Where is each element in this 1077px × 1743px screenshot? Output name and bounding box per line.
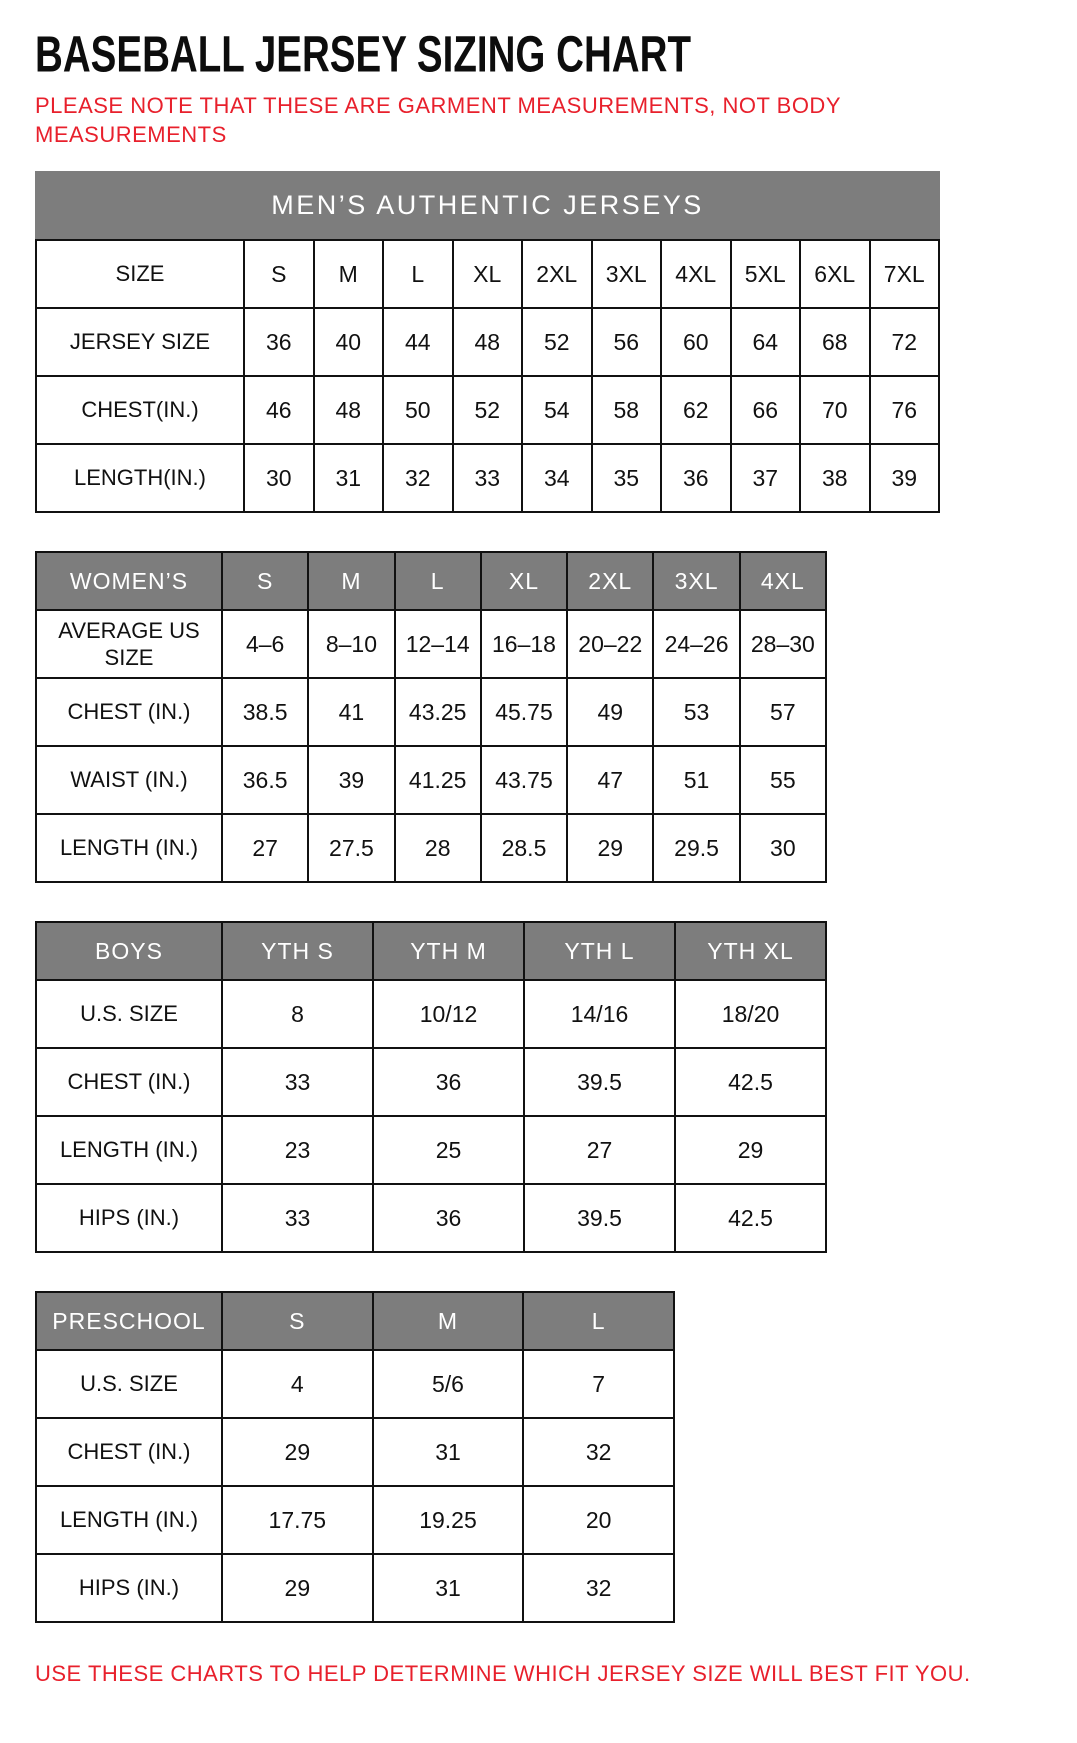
value-cell: 57	[740, 678, 826, 746]
boys-grid	[35, 921, 827, 1253]
value-cell: 39	[870, 444, 940, 512]
value-cell: 7	[523, 1350, 674, 1418]
value-cell: 5XL	[731, 240, 801, 308]
value-cell: 41.25	[395, 746, 481, 814]
row-label: WAIST (IN.)	[36, 746, 222, 814]
column-header: S	[222, 552, 308, 610]
value-cell: 33	[453, 444, 523, 512]
value-cell: 27	[222, 814, 308, 882]
value-cell: 41	[308, 678, 394, 746]
value-cell: 36	[373, 1048, 524, 1116]
value-cell: 50	[383, 376, 453, 444]
header-row	[36, 552, 826, 610]
row-label: LENGTH (IN.)	[36, 814, 222, 882]
value-cell: 29	[567, 814, 653, 882]
value-cell: 51	[653, 746, 739, 814]
row-label: CHEST(IN.)	[36, 376, 244, 444]
table-row	[36, 1116, 826, 1184]
table-row	[36, 610, 826, 678]
value-cell: 33	[222, 1184, 373, 1252]
value-cell: 29	[222, 1418, 373, 1486]
table-row	[36, 980, 826, 1048]
table-row	[36, 1486, 674, 1554]
value-cell: 18/20	[675, 980, 826, 1048]
value-cell: 5/6	[373, 1350, 524, 1418]
value-cell: 4	[222, 1350, 373, 1418]
column-header: XL	[481, 552, 567, 610]
value-cell: 70	[800, 376, 870, 444]
mens-jerseys-section	[35, 171, 1042, 513]
table-row	[36, 308, 939, 376]
table-row	[36, 376, 939, 444]
value-cell: 16–18	[481, 610, 567, 678]
row-label: HIPS (IN.)	[36, 1184, 222, 1252]
value-cell: 29.5	[653, 814, 739, 882]
preschool-grid	[35, 1291, 675, 1623]
row-label: CHEST (IN.)	[36, 678, 222, 746]
column-header: M	[308, 552, 394, 610]
value-cell: 38	[800, 444, 870, 512]
value-cell: 28	[395, 814, 481, 882]
garment-measurement-note: PLEASE NOTE THAT THESE ARE GARMENT MEASUREMENTS, NOT BODY MEASUREMENTS	[35, 93, 841, 148]
column-header: 4XL	[740, 552, 826, 610]
row-label: JERSEY SIZE	[36, 308, 244, 376]
value-cell: 24–26	[653, 610, 739, 678]
value-cell: 7XL	[870, 240, 940, 308]
mens-sizing-table	[35, 239, 1042, 513]
value-cell: 44	[383, 308, 453, 376]
value-cell: 35	[592, 444, 662, 512]
value-cell: 29	[675, 1116, 826, 1184]
column-header: YTH XL	[675, 922, 826, 980]
value-cell: 31	[373, 1418, 524, 1486]
row-label: LENGTH(IN.)	[36, 444, 244, 512]
value-cell: 28–30	[740, 610, 826, 678]
footer-text: USE THESE CHARTS TO HELP DETERMINE WHICH JERSEY SIZE WILL BEST FIT YOU.	[35, 1661, 971, 1687]
table-row	[36, 240, 939, 308]
value-cell: 56	[592, 308, 662, 376]
column-header: L	[523, 1292, 674, 1350]
value-cell: 39.5	[524, 1048, 675, 1116]
boys-sizing-table	[35, 921, 1042, 1253]
value-cell: 27	[524, 1116, 675, 1184]
column-header: L	[395, 552, 481, 610]
value-cell: 36.5	[222, 746, 308, 814]
value-cell: 8	[222, 980, 373, 1048]
column-header: 2XL	[567, 552, 653, 610]
value-cell: 40	[314, 308, 384, 376]
value-cell: 4–6	[222, 610, 308, 678]
table-row	[36, 1554, 674, 1622]
table-row	[36, 814, 826, 882]
table-row	[36, 444, 939, 512]
header-row	[36, 1292, 674, 1350]
value-cell: 76	[870, 376, 940, 444]
value-cell: 36	[373, 1184, 524, 1252]
value-cell: 27.5	[308, 814, 394, 882]
mens-authentic-jerseys-grid	[35, 239, 940, 513]
value-cell: 20	[523, 1486, 674, 1554]
value-cell: S	[244, 240, 314, 308]
value-cell: 2XL	[522, 240, 592, 308]
value-cell: 43.25	[395, 678, 481, 746]
preschool-jerseys-section	[35, 1291, 1042, 1623]
value-cell: 52	[453, 376, 523, 444]
column-header: PRESCHOOL	[36, 1292, 222, 1350]
value-cell: 3XL	[592, 240, 662, 308]
row-label: U.S. SIZE	[36, 1350, 222, 1418]
value-cell: 64	[731, 308, 801, 376]
header-row	[36, 922, 826, 980]
row-label: CHEST (IN.)	[36, 1418, 222, 1486]
value-cell: 48	[453, 308, 523, 376]
value-cell: 42.5	[675, 1184, 826, 1252]
womens-jerseys-section	[35, 551, 1042, 883]
column-header: M	[373, 1292, 524, 1350]
value-cell: M	[314, 240, 384, 308]
table-row	[36, 1350, 674, 1418]
table-row	[36, 1184, 826, 1252]
value-cell: 46	[244, 376, 314, 444]
value-cell: 31	[373, 1554, 524, 1622]
column-header: YTH L	[524, 922, 675, 980]
table-row	[36, 746, 826, 814]
value-cell: 30	[740, 814, 826, 882]
page-title: BASEBALL JERSEY SIZING CHART	[35, 24, 691, 83]
value-cell: 12–14	[395, 610, 481, 678]
value-cell: 54	[522, 376, 592, 444]
value-cell: 32	[523, 1418, 674, 1486]
value-cell: 52	[522, 308, 592, 376]
value-cell: L	[383, 240, 453, 308]
row-label: AVERAGE US SIZE	[36, 610, 222, 678]
row-label: SIZE	[36, 240, 244, 308]
column-header: 3XL	[653, 552, 739, 610]
value-cell: 55	[740, 746, 826, 814]
row-label: HIPS (IN.)	[36, 1554, 222, 1622]
value-cell: 62	[661, 376, 731, 444]
value-cell: 25	[373, 1116, 524, 1184]
value-cell: 72	[870, 308, 940, 376]
value-cell: 47	[567, 746, 653, 814]
value-cell: 53	[653, 678, 739, 746]
value-cell: 10/12	[373, 980, 524, 1048]
column-header: WOMEN’S	[36, 552, 222, 610]
value-cell: 60	[661, 308, 731, 376]
value-cell: 36	[661, 444, 731, 512]
value-cell: 34	[522, 444, 592, 512]
row-label: LENGTH (IN.)	[36, 1486, 222, 1554]
value-cell: 32	[523, 1554, 674, 1622]
row-label: CHEST (IN.)	[36, 1048, 222, 1116]
womens-sizing-table	[35, 551, 1042, 883]
value-cell: 66	[731, 376, 801, 444]
value-cell: 48	[314, 376, 384, 444]
table-row	[36, 678, 826, 746]
value-cell: 17.75	[222, 1486, 373, 1554]
value-cell: XL	[453, 240, 523, 308]
column-header: YTH S	[222, 922, 373, 980]
value-cell: 36	[244, 308, 314, 376]
table-row	[36, 1048, 826, 1116]
value-cell: 4XL	[661, 240, 731, 308]
womens-grid	[35, 551, 827, 883]
value-cell: 30	[244, 444, 314, 512]
value-cell: 42.5	[675, 1048, 826, 1116]
value-cell: 29	[222, 1554, 373, 1622]
value-cell: 39.5	[524, 1184, 675, 1252]
value-cell: 68	[800, 308, 870, 376]
value-cell: 31	[314, 444, 384, 512]
boys-jerseys-section	[35, 921, 1042, 1253]
value-cell: 23	[222, 1116, 373, 1184]
mens-table-title-bar: MEN’S AUTHENTIC JERSEYS	[35, 171, 940, 239]
value-cell: 49	[567, 678, 653, 746]
value-cell: 6XL	[800, 240, 870, 308]
preschool-sizing-table	[35, 1291, 1042, 1623]
value-cell: 45.75	[481, 678, 567, 746]
value-cell: 19.25	[373, 1486, 524, 1554]
column-header: YTH M	[373, 922, 524, 980]
table-row	[36, 1418, 674, 1486]
value-cell: 37	[731, 444, 801, 512]
row-label: U.S. SIZE	[36, 980, 222, 1048]
value-cell: 14/16	[524, 980, 675, 1048]
value-cell: 33	[222, 1048, 373, 1116]
column-header: S	[222, 1292, 373, 1350]
value-cell: 39	[308, 746, 394, 814]
value-cell: 43.75	[481, 746, 567, 814]
value-cell: 28.5	[481, 814, 567, 882]
value-cell: 38.5	[222, 678, 308, 746]
value-cell: 32	[383, 444, 453, 512]
value-cell: 8–10	[308, 610, 394, 678]
column-header: BOYS	[36, 922, 222, 980]
row-label: LENGTH (IN.)	[36, 1116, 222, 1184]
value-cell: 58	[592, 376, 662, 444]
value-cell: 20–22	[567, 610, 653, 678]
